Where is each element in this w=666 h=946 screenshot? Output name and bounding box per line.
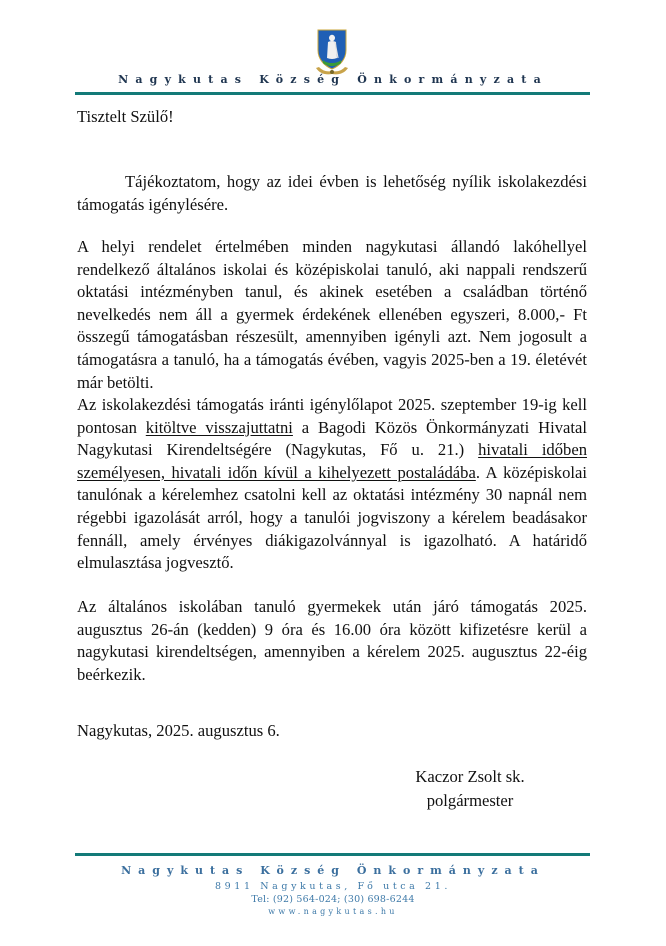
signature-block [390, 765, 550, 813]
eligibility-paragraph: A helyi rendelet értelmében minden nagykutasi állandó lakóhellyel rendelkező általános iskolai és középiskolai tanuló, aki nappali rendszerű oktatási intézményben tanul, és akinek esetében a családban történő nevelkedés nem áll a gyermek érdekének ellenében egyszeri, 8.000,- Ft összegű támogatásban részesült, amennyiben igényli azt. Nem jogosult a támogatásra a tanuló, ha a támogatás évében, vagyis 2025-ben a 19. életévét már betölti. [77, 237, 587, 392]
date-line: Nagykutas, 2025. augusztus 6. [77, 721, 280, 740]
coat-of-arms-icon [310, 28, 354, 78]
greeting: Tisztelt Szülő! [77, 107, 174, 126]
footer-phone: Tel: (92) 564-024; (30) 698-6244 [251, 894, 415, 905]
payment-paragraph: Az általános iskolában tanuló gyermekek után járó támogatás 2025. augusztus 26-án (kedden) 9 óra és 16.00 óra között kifizetésre kerül a nagykutasi kirendeltségen, amennyiben a kérelem 2025. augusztus 22-éig beérkezik. [77, 597, 587, 684]
header-organization-name: Nagykutas Község Önkormányzata [118, 73, 548, 86]
footer-address: 8911 Nagykutas, Fő utca 21. [215, 881, 451, 892]
signer-title: polgármester [426, 791, 514, 810]
application-paragraph [77, 394, 587, 575]
signer-name: Kaczor Zsolt sk. [415, 767, 525, 786]
underlined-return-instruction: kitöltve visszajuttatni [145, 417, 293, 437]
footer-website[interactable]: www.nagykutas.hu [268, 907, 398, 916]
application-text-1: Az iskolakezdési támogatás iránti igénylőlapot 2025. szeptember 19-ig kell pontosan [77, 395, 587, 437]
application-text-3: . A középiskolai tanulónak a kérelemhez csatolni kell az oktatási intézmény 30 napnál nem régebbi igazolását arról, hogy a tanulói jogviszony a kérelem beadásakor fennáll, amely érvényes diákigazolvánnyal is igazolható. A határidő elmulasztása jogvesztő. [77, 462, 587, 573]
application-text-2: a Bagodi Közös Önkormányzati Hivatal Nagykutasi Kirendeltségére (Nagykutas, Fő u. 21.) [77, 417, 587, 460]
header-divider [75, 92, 590, 95]
intro-paragraph: Tájékoztatom, hogy az idei évben is lehetőség nyílik iskolakezdési támogatás igénylésére. [77, 172, 587, 214]
underlined-delivery-instruction: hivatali időben személyesen, hivatali időn kívül a kihelyezett postaládába [77, 440, 587, 482]
footer-organization-name: Nagykutas Község Önkormányzata [121, 864, 545, 877]
footer-divider [75, 853, 590, 856]
